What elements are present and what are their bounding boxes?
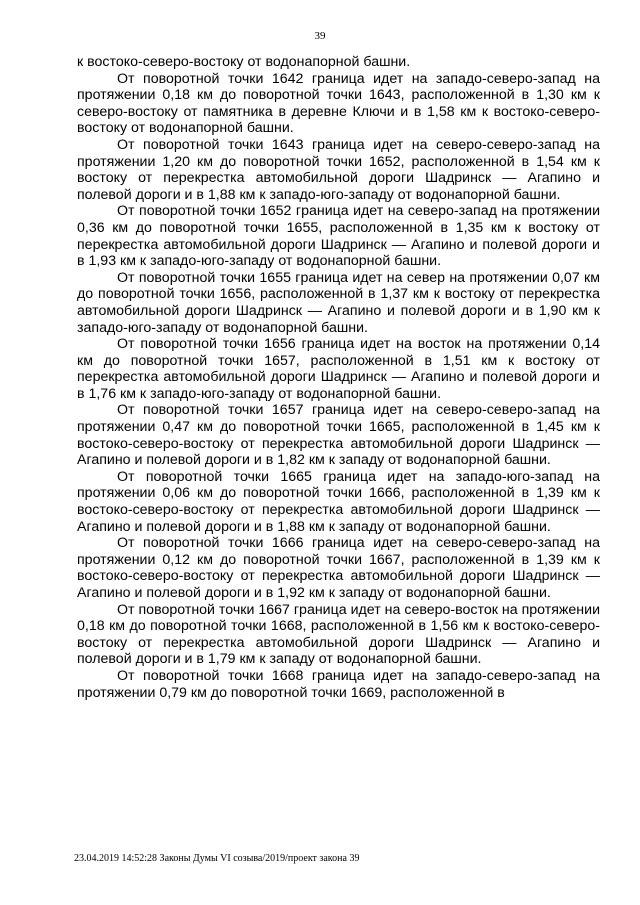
paragraph-1668: От поворотной точки 1668 граница идет на западо-северо-запад на протяжении 0,79 км до поворотной точки 1669, расположенной в [77,667,600,701]
page-number: 39 [314,30,326,42]
paragraph-1655: От поворотной точки 1655 граница идет на север на протяжении 0,07 км до поворотной точки 1656, расположенной в 1,37 км к востоку от перекрестка автомобильной дороги Шадринск — Агапино и полевой дороги и в 1,90 км к западо-юго-западу от водонапорной башни. [77,269,600,336]
document-body [77,54,600,701]
paragraph-1643: От поворотной точки 1643 граница идет на северо-северо-запад на протяжении 1,20 км до поворотной точки 1652, расположенной в 1,54 км к востоку от перекрестка автомобильной дороги Шадринск — Агапино и полевой дороги и в 1,88 км к западо-юго-западу от водонапорной башни. [77,136,600,203]
paragraph-1656: От поворотной точки 1656 граница идет на восток на протяжении 0,14 км до поворотной точки 1657, расположенной в 1,51 км к востоку от перекрестка автомобильной дороги Шадринск — Агапино и полевой дороги и в 1,76 км к западо-юго-западу от водонапорной башни. [77,336,600,402]
paragraph-1666: От поворотной точки 1666 граница идет на северо-северо-запад на протяжении 0,12 км до поворотной точки 1667, расположенной в 1,39 км к востоко-северо-востоку от перекрестка автомобильной дороги Шадринск — Агапино и полевой дороги и в 1,92 км к западу от водонапорной башни. [77,535,600,601]
paragraph-1642: От поворотной точки 1642 граница идет на западо-северо-запад на протяжении 0,18 км до поворотной точки 1643, расположенной в 1,30 км к северо-востоку от памятника в деревне Ключи и в 1,58 км к востоко-северо-востоку от водонапорной башни. [77,70,600,137]
paragraph-1665: От поворотной точки 1665 граница идет на западо-юго-запад на протяжении 0,06 км до поворотной точки 1666, расположенной в 1,39 км к востоко-северо-востоку от перекрестка автомобильной дороги Шадринск — Агапино и полевой дороги и в 1,88 км к западу от водонапорной башни. [77,468,600,535]
document-footer: 23.04.2019 14:52:28 Законы Думы VI созыва/2019/проект закона 39 [74,853,360,864]
paragraph-1657: От поворотной точки 1657 граница идет на северо-северо-запад на протяжении 0,47 км до поворотной точки 1665, расположенной в 1,45 км к востоко-северо-востоку от перекрестка автомобильной дороги Шадринск — Агапино и полевой дороги и в 1,82 км к западу от водонапорной башни. [77,402,600,469]
paragraph-1652: От поворотной точки 1652 граница идет на северо-запад на протяжении 0,36 км до поворотной точки 1655, расположенной в 1,35 км к востоку от перекрестка автомобильной дороги Шадринск — Агапино и полевой дороги и в 1,93 км к западо-юго-западу от водонапорной башни. [77,203,600,270]
paragraph-1667: От поворотной точки 1667 граница идет на северо-восток на протяжении 0,18 км до поворотной точки 1668, расположенной в 1,56 км к востоко-северо-востоку от перекрестка автомобильной дороги Шадринск — Агапино и полевой дороги и в 1,79 км к западу от водонапорной башни. [77,601,600,668]
paragraph-continuation: к востоко-северо-востоку от водонапорной башни. [77,54,411,70]
